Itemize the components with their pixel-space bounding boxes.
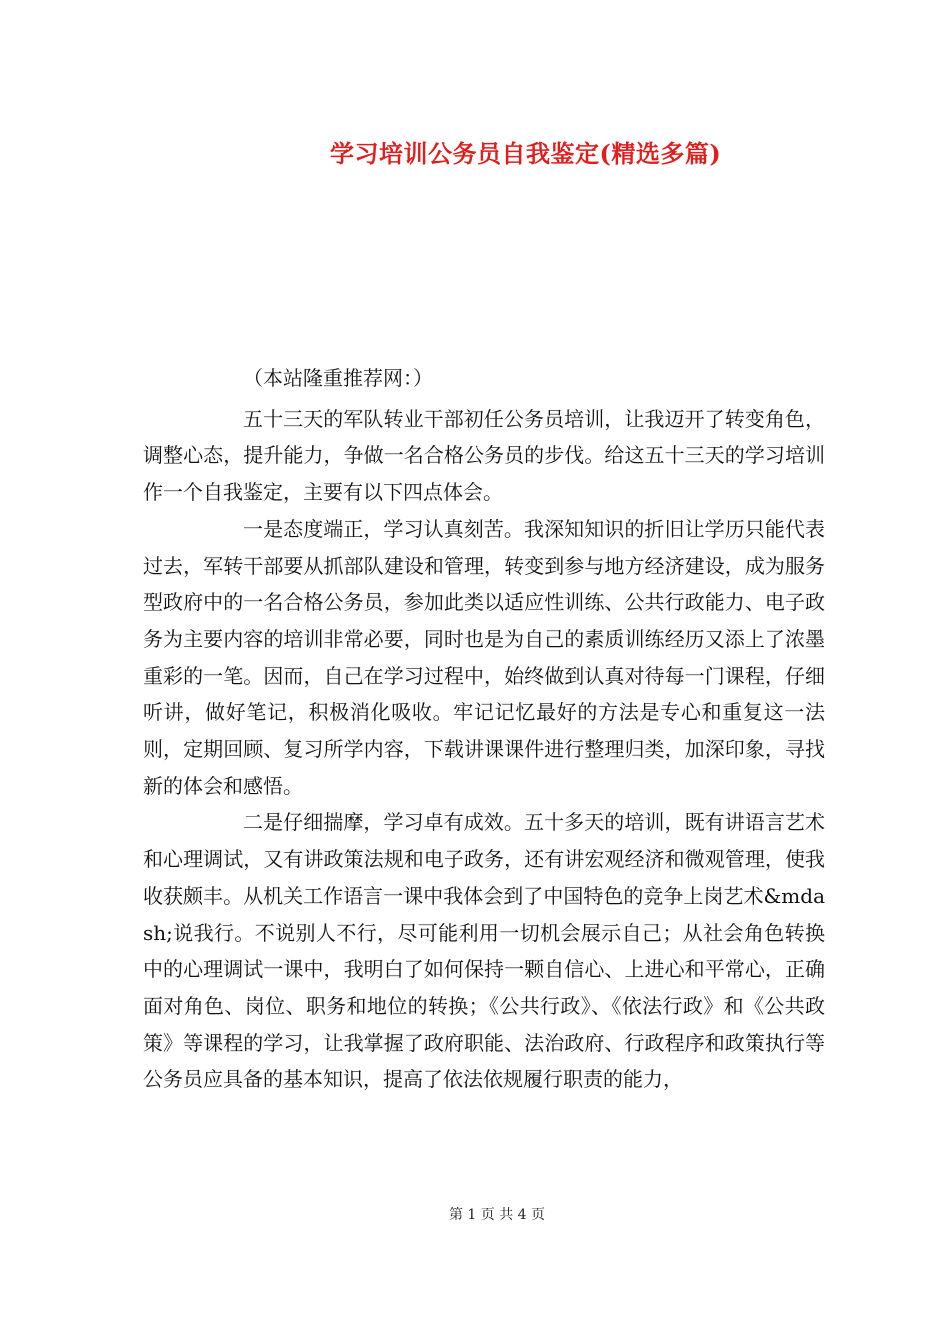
document-body [143,360,825,1098]
page-number: 第 1 页 共 4 页 [448,1207,546,1223]
document-title: 学习培训公务员自我鉴定(精选多篇) [330,139,722,168]
paragraph-intro: 五十三天的军队转业干部初任公务员培训，让我迈开了转变角色，调整心态，提升能力，争做一名合格公务员的步伐。给这五十三天的学习培训作一个自我鉴定，主要有以下四点体会。 [143,406,825,505]
paragraph-study-results: 二是仔细揣摩，学习卓有成效。五十多天的培训，既有讲语言艺术和心理调试，又有讲政策法规和电子政务，还有讲宏观经济和微观管理，使我收获颇丰。从机关工作语言一课中我体会到了中国特色的竞争上岗艺术&mdash;说我行。不说别人不行，尽可能利用一切机会展示自己；从社会角色转换中的心理调试一课中，我明白了如何保持一颗自信心、上进心和平常心，正确面对角色、岗位、职务和地位的转换；《公共行政》、《依法行政》和《公共政策》等课程的学习，让我掌握了政府职能、法治政府、行政程序和政策执行等公务员应具备的基本知识，提高了依法依规履行职责的能力， [143,810,825,1092]
recommend-line: （本站隆重推荐网：） [243,366,433,390]
paragraph-attitude: 一是态度端正，学习认真刻苦。我深知知识的折旧让学历只能代表过去，军转干部要从抓部队建设和管理，转变到参与地方经济建设，成为服务型政府中的一名合格公务员，参加此类以适应性训练、公共行政能力、电子政务为主要内容的培训非常必要，同时也是为自己的素质训练经历又添上了浓墨重彩的一笔。因而，自己在学习过程中，始终做到认真对待每一门课程，仔细听讲，做好笔记，积极消化吸收。牢记记忆最好的方法是专心和重复这一法则，定期回顾、复习所学内容，下载讲课课件进行整理归类，加深印象，寻找新的体会和感悟。 [143,516,825,798]
